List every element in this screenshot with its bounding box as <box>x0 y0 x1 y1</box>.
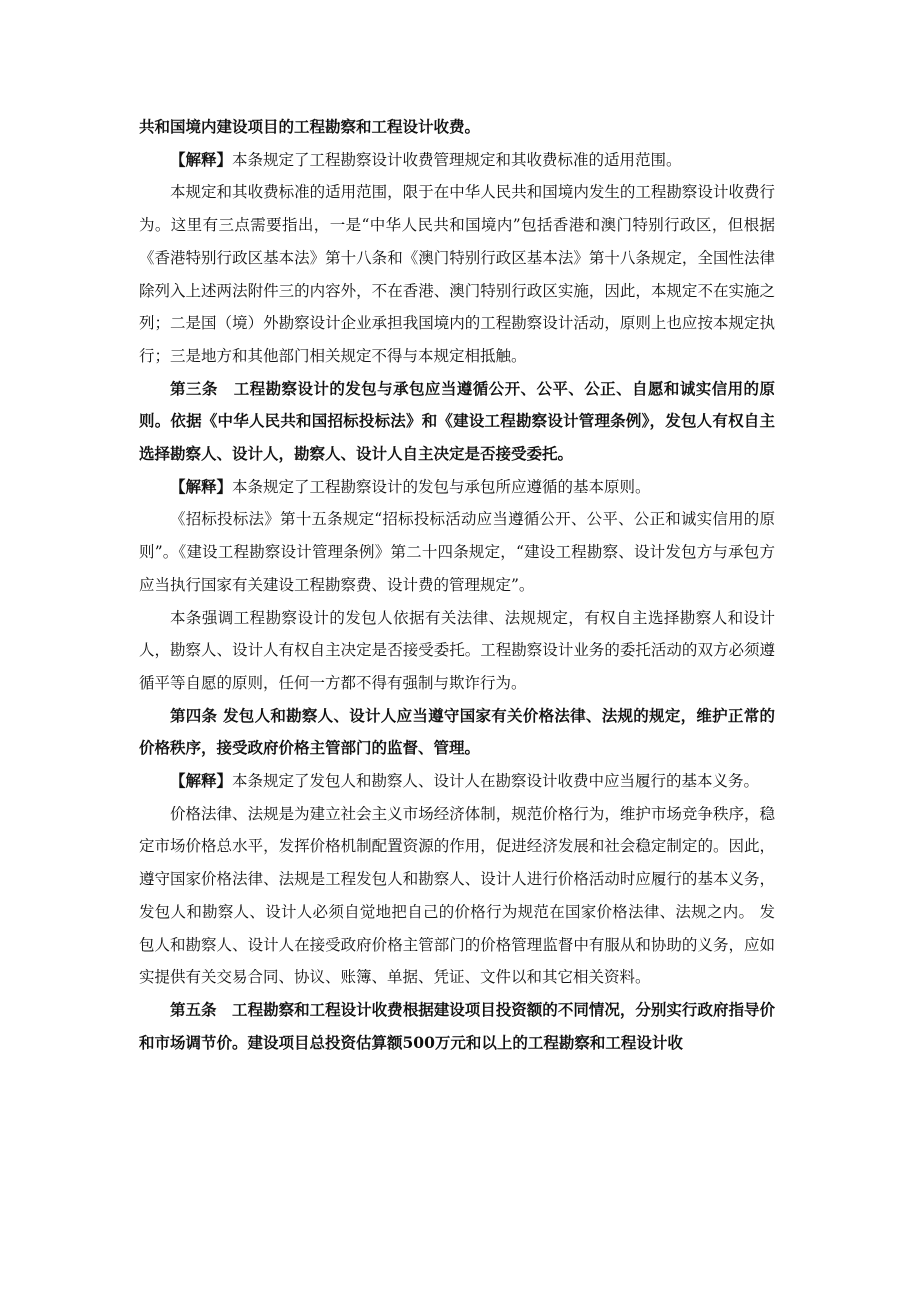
explanation-text: 本条规定了工程勘察设计的发包与承包所应遵循的基本原则。 <box>232 477 651 496</box>
body-paragraph: 本规定和其收费标准的适用范围，限于在中华人民共和国境内发生的工程勘察设计收费行为。这里有三点需要指出，一是“中华人民共和国境内”包括香港和澳门特别行政区，但根据《香港特别行政区基本法》第十八条和《澳门特别行政区基本法》第十八条规定，全国性法律除列入上述两法附件三的内容外，不在香港、澳门特别行政区实施，因此，本规定不在实施之列；二是国（境）外勘察设计企业承担我国境内的工程勘察设计活动，原则上也应按本规定执行；三是地方和其他部门相关规定不得与本规定相抵触。 <box>139 183 775 365</box>
explanation-paragraph <box>139 471 775 504</box>
document-page <box>139 111 775 1059</box>
article-4: 第四条 发包人和勘察人、设计人应当遵守国家有关价格法律、法规的规定，维护正常的价格秩序，接受政府价格主管部门的监督、管理。 <box>139 705 775 758</box>
body-paragraph: 本条强调工程勘察设计的发包人依据有关法律、法规规定，有权自主选择勘察人和设计人，勘察人、设计人有权自主决定是否接受委托。工程勘察设计业务的委托活动的双方必须遵循平等自愿的原则，任何一方都不得有强制与欺诈行为。 <box>139 608 775 692</box>
body-paragraph: 《招标投标法》第十五条规定“招标投标活动应当遵循公开、公平、公正和诚实信用的原则”。《建设工程勘察设计管理条例》第二十四条规定，“建设工程勘察、设计发包方与承包方应当执行国家有关建设工程勘察费、设计费的管理规定”。 <box>139 510 775 594</box>
explanation-label: 【解释】 <box>170 771 233 791</box>
explanation-paragraph <box>139 765 775 798</box>
explanation-label: 【解释】 <box>170 476 233 496</box>
article-continuation: 共和国境内建设项目的工程勘察和工程设计收费。 <box>139 117 481 136</box>
article-5: 第五条 工程勘察和工程设计收费根据建设项目投资额的不同情况，分别实行政府指导价和市场调节价。建设项目总投资估算额500万元和以上的工程勘察和工程设计收 <box>139 999 775 1052</box>
body-paragraph: 价格法律、法规是为建立社会主义市场经济体制，规范价格行为，维护市场竞争秩序，稳定市场价格总水平，发挥价格机制配置资源的作用，促进经济发展和社会稳定制定的。因此，遵守国家价格法律、法规是工程发包人和勘察人、设计人进行价格活动时应履行的基本义务，发包人和勘察人、设计人必须自觉地把自己的价格行为规范在国家价格法律、法规之内。 发包人和勘察人、设计人在接受政府价格主管部门的价格管理监督中有服从和协助的义务，应如实提供有关交易合同、协议、账簿、单据、凭证、文件以和其它相关资料。 <box>139 804 775 987</box>
article-3: 第三条 工程勘察设计的发包与承包应当遵循公开、公平、公正、自愿和诚实信用的原则。依据《中华人民共和国招标投标法》和《建设工程勘察设计管理条例》，发包人有权自主选择勘察人、设计人，勘察人、设计人自主决定是否接受委托。 <box>139 378 775 464</box>
explanation-label: 【解释】 <box>170 149 233 169</box>
explanation-text: 本条规定了工程勘察设计收费管理规定和其收费标准的适用范围。 <box>232 150 682 169</box>
explanation-text: 本条规定了发包人和勘察人、设计人在勘察设计收费中应当履行的基本义务。 <box>232 772 760 791</box>
explanation-paragraph <box>139 144 775 177</box>
